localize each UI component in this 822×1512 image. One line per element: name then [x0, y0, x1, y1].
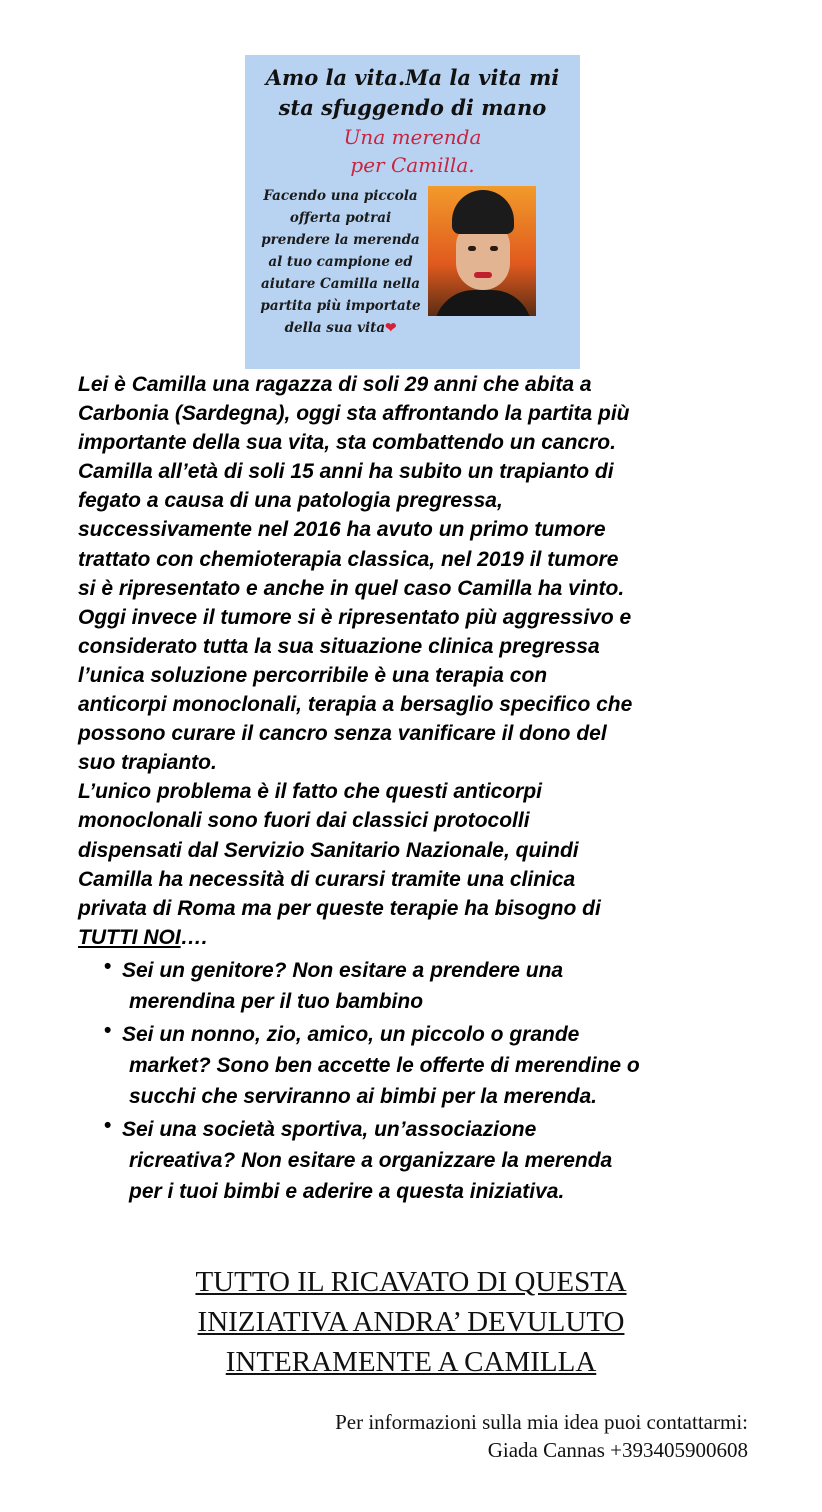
bullet-item-market	[104, 1019, 804, 1112]
paragraph-line: fegato a causa di una patologia pregressa,	[78, 489, 503, 513]
story-paragraph	[78, 370, 798, 952]
banner-title-line-1: Amo la vita.Ma la vita mi	[265, 65, 560, 90]
bullet-icon: •	[104, 1114, 112, 1137]
paragraph-line: trattato con chemioterapia classica, nel 2019 il tumore	[78, 547, 619, 571]
contact-info	[335, 1408, 748, 1464]
bullet-icon: •	[104, 1019, 112, 1042]
photo-lips	[474, 272, 492, 278]
banner-desc-line: della sua vita❤	[284, 320, 397, 336]
proceeds-line: INTERAMENTE A CAMILLA	[225, 1346, 597, 1378]
paragraph-line: suo trapianto.	[78, 751, 217, 775]
paragraph-line: successivamente nel 2016 ha avuto un primo tumore	[78, 518, 606, 542]
banner-title-line-2: sta sfuggendo di mano	[278, 95, 547, 120]
contact-line: Per informazioni sulla mia idea puoi contattarmi:	[335, 1410, 748, 1434]
paragraph-line: Oggi invece il tumore si è ripresentato più aggressivo e	[78, 605, 632, 629]
banner-desc-line: Facendo una piccola	[263, 188, 418, 204]
bullet-line: market? Sono ben accette le offerte di merendine o	[129, 1054, 640, 1077]
paragraph-line: Camilla all’età di soli 15 anni ha subito un trapianto di	[78, 460, 614, 484]
bullet-line: ricreativa? Non esitare a organizzare la merenda	[129, 1149, 613, 1172]
appeal-bullet-list	[104, 955, 804, 1209]
paragraph-line: possono curare il cancro senza vanificare il dono del	[78, 722, 607, 746]
bullet-item-sports-club	[104, 1114, 804, 1207]
paragraph-line: considerato tutta la sua situazione clinica pregressa	[78, 634, 600, 658]
paragraph-line: Lei è Camilla una ragazza di soli 29 anni che abita a	[78, 373, 592, 396]
camilla-photo	[428, 186, 536, 316]
paragraph-line: privata di Roma ma per queste terapie ha bisogno di	[78, 896, 601, 920]
paragraph-line: anticorpi monoclonali, terapia a bersaglio specifico che	[78, 693, 633, 717]
banner-desc-line: prendere la merenda	[261, 232, 420, 248]
proceeds-line: INIZIATIVA ANDRA’ DEVULUTO	[197, 1306, 625, 1338]
bullet-line: per i tuoi bimbi e aderire a questa iniziativa.	[129, 1180, 565, 1203]
banner-subtitle-line-1: Una merenda	[343, 125, 482, 149]
paragraph-line: importante della sua vita, sta combattendo un cancro.	[78, 431, 616, 455]
campaign-banner	[245, 55, 580, 369]
photo-eye	[468, 246, 476, 251]
paragraph-line: monoclonali sono fuori dai classici protocolli	[78, 809, 530, 833]
paragraph-line: l’unica soluzione percorribile è una terapia con	[78, 663, 548, 687]
banner-subtitle-line-2: per Camilla.	[350, 153, 475, 177]
paragraph-line: Carbonia (Sardegna), oggi sta affrontando la partita più	[78, 402, 630, 426]
ellipsis: ….	[180, 925, 208, 949]
banner-desc-line: al tuo campione ed	[268, 254, 413, 270]
paragraph-line: dispensati dal Servizio Sanitario Nazionale, quindi	[78, 838, 579, 862]
bullet-line: succhi che serviranno ai bimbi per la merenda.	[129, 1085, 598, 1108]
photo-turban	[452, 190, 514, 234]
paragraph-line: Camilla ha necessità di curarsi tramite una clinica	[78, 867, 576, 891]
bullet-icon: •	[104, 955, 112, 978]
bullet-line: Sei un nonno, zio, amico, un piccolo o grande	[122, 1023, 580, 1046]
banner-description	[253, 185, 428, 339]
photo-eye	[490, 246, 498, 251]
bullet-item-parent	[104, 955, 804, 1017]
paragraph-last-line	[78, 923, 798, 952]
photo-shoulders	[434, 290, 532, 316]
heart-icon: ❤	[385, 320, 397, 336]
banner-desc-line: partita più importate	[260, 298, 421, 314]
proceeds-line: TUTTO IL RICAVATO DI QUESTA	[195, 1266, 627, 1298]
paragraph-line: si è ripresentato e anche in quel caso Camilla ha vinto.	[78, 576, 625, 600]
bullet-line: Sei un genitore? Non esitare a prendere una	[122, 959, 564, 982]
banner-desc-line: aiutare Camilla nella	[260, 276, 421, 292]
banner-desc-line: offerta potrai	[289, 210, 392, 226]
bullet-line: Sei una società sportiva, un’associazione	[122, 1118, 537, 1141]
tutti-noi-emphasis: TUTTI NOI	[78, 925, 181, 949]
contact-phone: Giada Cannas +393405900608	[487, 1438, 748, 1462]
paragraph-line: L’unico problema è il fatto che questi anticorpi	[78, 780, 542, 804]
proceeds-statement	[0, 1262, 822, 1382]
bullet-line: merendina per il tuo bambino	[129, 990, 424, 1013]
